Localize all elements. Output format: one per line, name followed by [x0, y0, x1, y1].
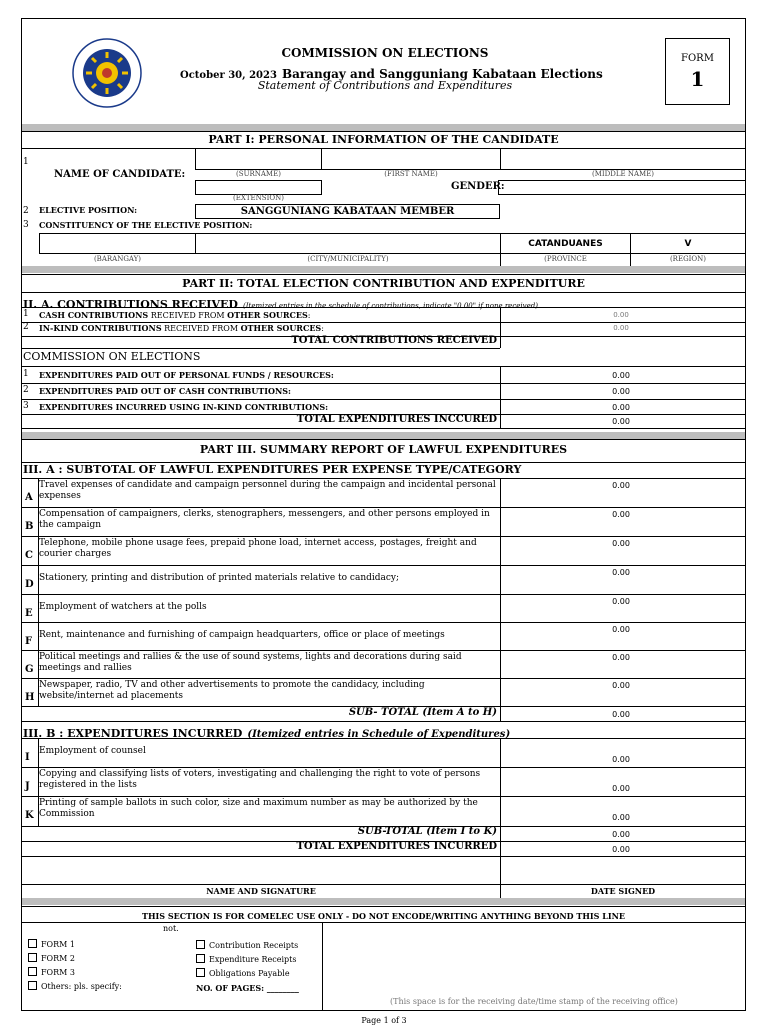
contribution-label — [39, 323, 324, 333]
item-letter: B — [25, 521, 34, 532]
page-number: Page 1 of 3 — [361, 1016, 407, 1025]
province-caption: (PROVINCE — [544, 255, 587, 263]
middlename-caption: (MIDDLE NAME) — [591, 170, 655, 178]
row-number: 3 — [23, 220, 29, 230]
part2-title: PART II: TOTAL ELECTION CONTRIBUTION AND EXPENDITURE — [182, 277, 585, 290]
gender-label: GENDER: — [451, 181, 505, 192]
contribution-type: CASH CONTRIBUTIONS — [39, 310, 149, 320]
part3-title: PART III. SUMMARY REPORT OF LAWFUL EXPENDITURES — [199, 443, 568, 456]
row-number: 3 — [23, 401, 29, 411]
city-caption: (CITY/MUNICIPALITY) — [307, 255, 389, 263]
comelec-use-title: THIS SECTION IS FOR COMELEC USE ONLY - DO NOT ENCODE/WRITING ANYTHING BEYOND THIS LINE — [142, 911, 625, 921]
item-letter: K — [25, 810, 34, 821]
total-expenditures-value: 0.00 — [612, 417, 630, 426]
surname-caption: (SURNAME) — [236, 170, 281, 178]
item-description: Rent, maintenance and furnishing of campaign headquarters, office or place of meetings — [39, 630, 445, 640]
total-expenditures-label: TOTAL EXPENDITURES INCCURED — [296, 414, 497, 425]
subtotal-a-value: 0.00 — [612, 710, 630, 719]
part1-title: PART I: PERSONAL INFORMATION OF THE CANDIDATE — [208, 133, 559, 146]
contributions-note: (Itemized entries in the schedule of contributions, indicate "0.00" if none received) — [243, 302, 538, 310]
contribution-value: 0.00 — [613, 324, 629, 332]
item-value: 0.00 — [612, 597, 630, 606]
form-checkbox-item[interactable] — [28, 953, 75, 963]
row-number: 2 — [23, 322, 29, 332]
row-number: 2 — [23, 385, 29, 395]
divider-bar — [22, 124, 745, 131]
checkbox-label: FORM 2 — [41, 954, 75, 963]
barangay-caption: (BARANGAY) — [93, 255, 142, 263]
subtotal-b-label: SUB-TOTAL (Item I to K) — [357, 826, 497, 837]
surname-field[interactable] — [195, 148, 322, 170]
checkbox[interactable] — [28, 967, 37, 976]
part3b-title: III. B : EXPENDITURES INCURRED — [23, 727, 243, 740]
row-number: 1 — [23, 309, 29, 319]
contribution-type: IN-KIND CONTRIBUTIONS — [39, 323, 162, 333]
divider-bar — [22, 898, 745, 905]
expenditure-label: EXPENDITURES PAID OUT OF PERSONAL FUNDS / RESOURCES: — [39, 370, 334, 380]
name-label: NAME OF CANDIDATE: — [54, 169, 186, 180]
contribution-mid: RECEIVED FROM — [148, 311, 228, 320]
expenditures-heading: COMMISSION ON ELECTIONS — [23, 350, 201, 363]
item-description: Telephone, mobile phone usage fees, prepaid phone load, internet access, postages, freight and courier charges — [39, 538, 477, 559]
item-value: 0.00 — [612, 539, 630, 548]
contribution-value: 0.00 — [613, 311, 629, 319]
item-description: Printing of sample ballots in such color, size and maximum number as may be authorized by the Commission — [39, 798, 478, 819]
form-checkbox-item[interactable] — [28, 981, 122, 991]
item-description: Compensation of campaigners, clerks, stenographers, messengers, and other persons employed in the campaign — [39, 509, 490, 530]
item-letter: G — [25, 664, 34, 675]
form-number: 1 — [690, 67, 705, 91]
checkbox[interactable] — [196, 940, 205, 949]
region-field[interactable] — [630, 233, 746, 254]
divider-bar — [22, 432, 745, 439]
item-letter: A — [25, 492, 33, 503]
item-value: 0.00 — [612, 653, 630, 662]
item-value: 0.00 — [612, 813, 630, 822]
province-field[interactable] — [500, 233, 631, 254]
item-value: 0.00 — [612, 755, 630, 764]
extension-caption: (EXTENSION) — [233, 194, 284, 202]
part3a-title: III. A : SUBTOTAL OF LAWFUL EXPENDITURES PER EXPENSE TYPE/CATEGORY — [23, 463, 522, 476]
name-signature-label: NAME AND SIGNATURE — [206, 886, 316, 896]
form-checkbox-item[interactable] — [28, 939, 75, 949]
contribution-source: OTHER SOURCES — [240, 323, 322, 333]
position-value: SANGGUNIANG KABATAAN MEMBER — [240, 206, 455, 217]
item-description: Employment of watchers at the polls — [39, 602, 207, 612]
item-value: 0.00 — [612, 481, 630, 490]
signature-line — [22, 884, 745, 885]
position-label: ELECTIVE POSITION: — [39, 205, 138, 215]
comelec-seal — [72, 38, 142, 108]
firstname-field[interactable] — [321, 148, 501, 170]
row-number: 2 — [23, 206, 29, 216]
item-letter: C — [25, 550, 33, 561]
item-letter: E — [25, 608, 33, 619]
item-description: Travel expenses of candidate and campaign personnel during the campaign and incidental personal expenses — [39, 480, 496, 501]
checkbox[interactable] — [28, 981, 37, 990]
extension-field[interactable] — [195, 180, 322, 195]
item-value: 0.00 — [612, 568, 630, 577]
date-signed-field[interactable] — [500, 856, 746, 885]
form-label: FORM — [681, 53, 714, 64]
row-number: 1 — [23, 157, 29, 167]
checkbox-label: Contribution Receipts — [209, 941, 299, 950]
item-description: Political meetings and rallies & the use of sound systems, lights and decorations during said meetings and rallies — [39, 652, 462, 673]
barangay-field[interactable] — [39, 233, 196, 254]
no-of-pages-label: NO. OF PAGES: ________ — [196, 983, 299, 993]
checkbox-label: FORM 3 — [41, 968, 75, 977]
item-value: 0.00 — [612, 510, 630, 519]
expenditure-value: 0.00 — [612, 371, 630, 380]
contribution-source: OTHER SOURCES — [227, 310, 308, 320]
receipt-checkbox-item[interactable] — [196, 968, 290, 978]
item-value: 0.00 — [612, 681, 630, 690]
checkbox-label: FORM 1 — [41, 940, 75, 949]
receipt-checkbox-item[interactable] — [196, 954, 296, 964]
part3b-note: (Itemized entries in Schedule of Expenditures) — [247, 729, 511, 740]
agency-title: COMMISSION ON ELECTIONS — [281, 46, 489, 60]
item-description: Copying and classifying lists of voters, investigating and challenging the right to vote of persons registered in the lists — [39, 769, 481, 790]
subtotal-b-value: 0.00 — [612, 830, 630, 839]
form-subtitle: Statement of Contributions and Expenditures — [257, 79, 513, 92]
item-letter: H — [25, 692, 35, 703]
item-value: 0.00 — [612, 784, 630, 793]
region-caption: (REGION) — [669, 255, 707, 263]
item-description: Employment of counsel — [39, 746, 146, 756]
checkbox[interactable] — [196, 954, 205, 963]
province-value: CATANDUANES — [528, 239, 603, 249]
subtotal-a-label: SUB- TOTAL (Item A to H) — [348, 707, 497, 718]
item-value: 0.00 — [612, 625, 630, 634]
form-number-box — [665, 38, 730, 105]
expenditure-label: EXPENDITURES INCURRED USING IN-KIND CONTRIBUTIONS: — [39, 402, 329, 412]
stamp-note: (This space is for the receiving date/time stamp of the receiving office) — [390, 997, 678, 1006]
contribution-mid: RECEIVED FROM — [161, 324, 241, 333]
row-number: 1 — [23, 369, 29, 379]
checkbox[interactable] — [196, 968, 205, 977]
not-text: not. — [163, 924, 179, 933]
item-letter: I — [25, 752, 30, 763]
total-incurred-value: 0.00 — [612, 845, 630, 854]
constituency-label: CONSTITUENCY OF THE ELECTIVE POSITION: — [39, 220, 253, 230]
item-letter: D — [25, 579, 34, 590]
date-signed-label: DATE SIGNED — [590, 886, 656, 896]
city-field[interactable] — [195, 233, 501, 254]
item-description: Newspaper, radio, TV and other advertisements to promote the candidacy, including website/internet ad placements — [39, 680, 425, 701]
checkbox[interactable] — [28, 953, 37, 962]
total-incurred-label: TOTAL EXPENDITURES INCURRED — [296, 841, 497, 852]
checkbox-label: Others: pls. specify: — [41, 982, 122, 991]
form-checkbox-item[interactable] — [28, 967, 75, 977]
firstname-caption: (FIRST NAME) — [384, 170, 438, 178]
receipt-checkbox-item[interactable] — [196, 940, 298, 950]
expenditure-label: EXPENDITURES PAID OUT OF CASH CONTRIBUTIONS: — [39, 386, 292, 396]
item-description: Stationery, printing and distribution of printed materials relative to candidacy; — [39, 573, 400, 583]
region-value: V — [684, 239, 692, 249]
checkbox-label: Expenditure Receipts — [209, 955, 297, 964]
expenditure-value: 0.00 — [612, 403, 630, 412]
item-letter: F — [25, 636, 33, 647]
item-letter: J — [25, 781, 30, 792]
expenditure-value: 0.00 — [612, 387, 630, 396]
checkbox-label: Obligations Payable — [209, 969, 290, 978]
contribution-colon: : — [321, 324, 324, 333]
gender-field[interactable] — [498, 180, 746, 195]
contribution-colon: : — [307, 311, 311, 320]
total-contributions-label: TOTAL CONTRIBUTIONS RECEIVED — [291, 335, 497, 346]
election-date: October 30, 2023 — [180, 70, 277, 81]
contribution-label — [39, 310, 310, 320]
middlename-field[interactable] — [500, 148, 746, 170]
position-field[interactable] — [195, 204, 500, 219]
contributions-title: II. A. CONTRIBUTIONS RECEIVED — [23, 298, 238, 311]
divider-bar — [22, 266, 745, 273]
checkbox[interactable] — [28, 939, 37, 948]
election-name: Barangay and Sangguniang Kabataan Elections — [282, 67, 603, 81]
